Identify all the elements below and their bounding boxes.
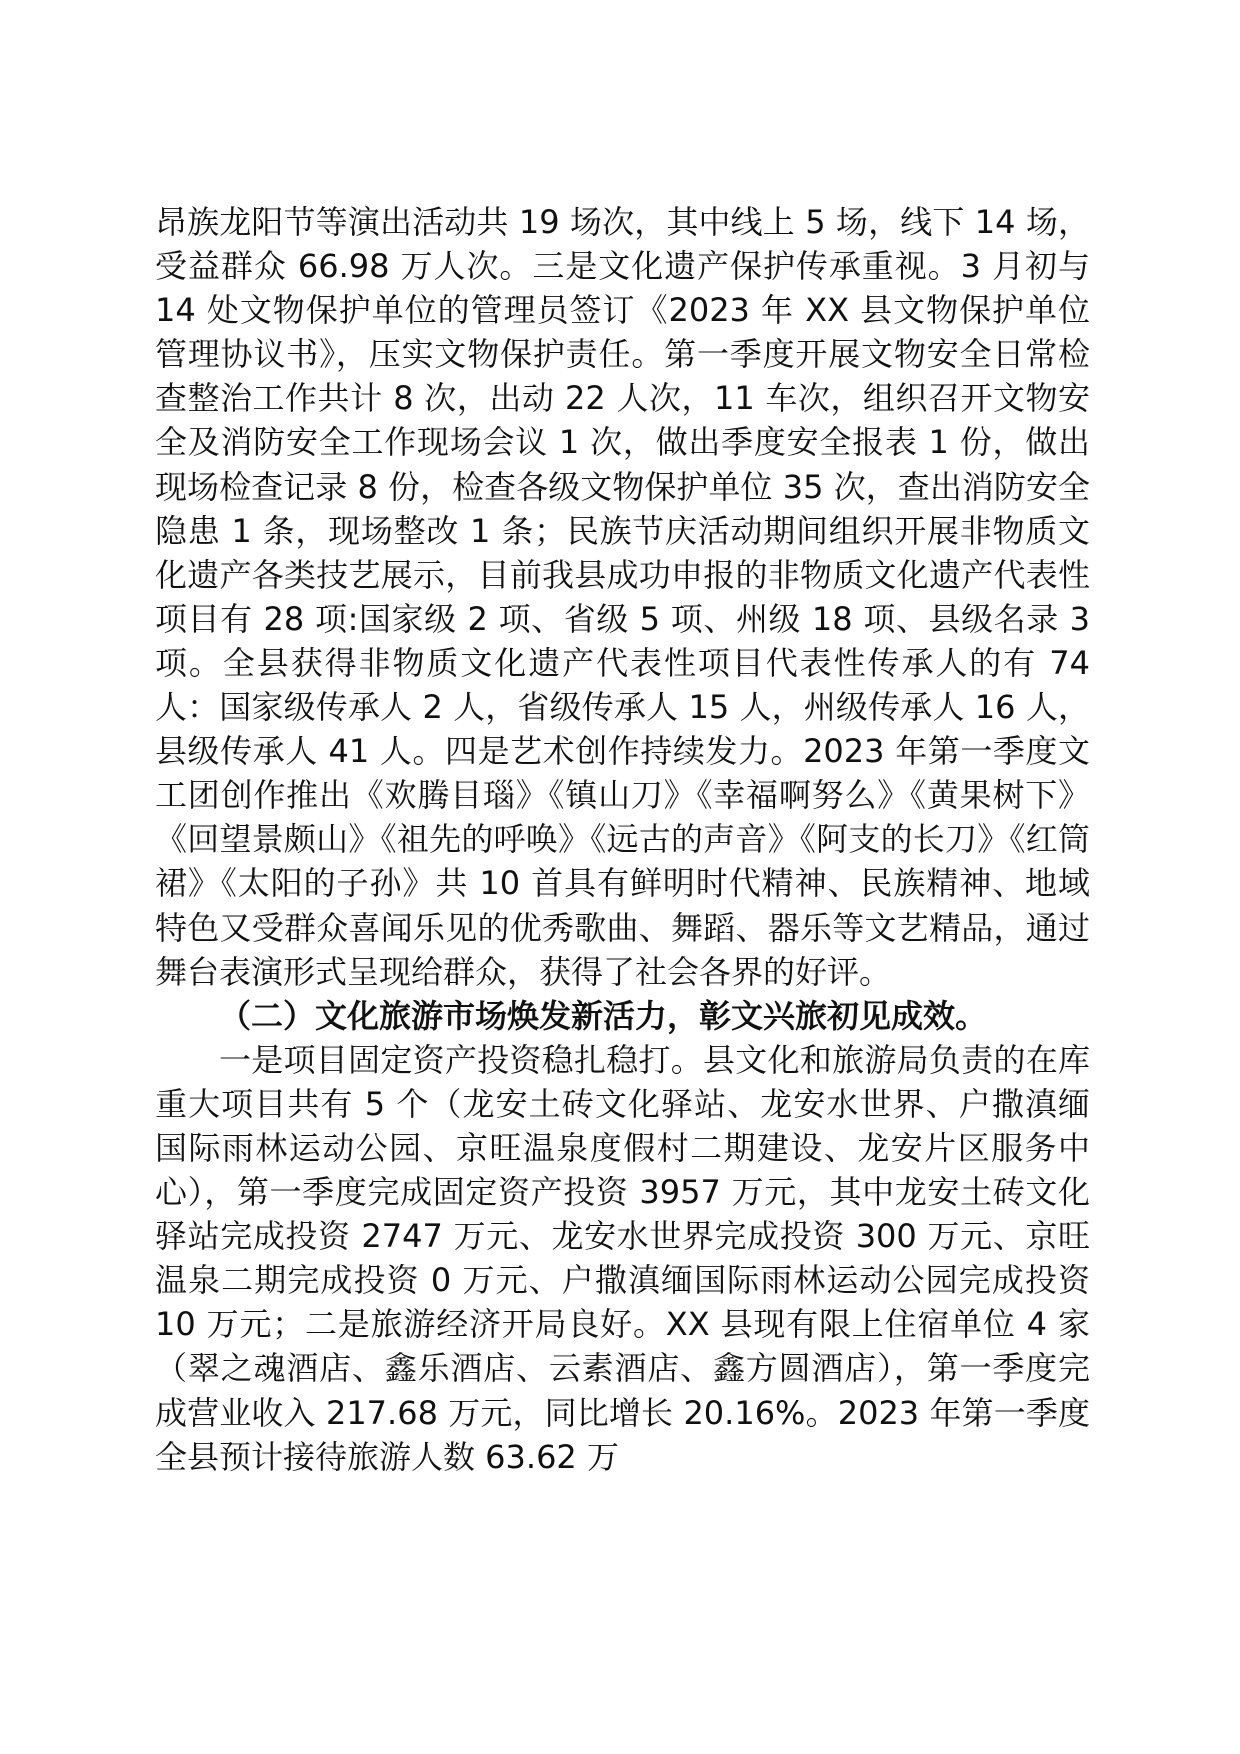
section-heading: （二）文化旅游市场焕发新活力，彰文兴旅初见成效。: [219, 996, 988, 1035]
document-body: [155, 200, 1090, 1479]
body-paragraph-continued: 昂族龙阳节等演出活动共 19 场次，其中线上 5 场，线下 14 场，受益群众 66.98 万人次。三是文化遗产保护传承重视。3 月初与 14 处文物保护单位的管理员签订《2023 年 XX 县文物保护单位管理协议书》，压实文物保护责任。第一季度开展文物安全日常检查整治工作共计 8 次，出动 22 人次，11 车次，组织召开文物安全及消防安全工作现场会议 1 次，做出季度安全报表 1 份，做出现场检查记录 8 份，检查各级文物保护单位 35 次，查出消防安全隐患 1 条，现场整改 1 条；民族节庆活动期间组织开展非物质文化遗产各类技艺展示，目前我县成功申报的非物质文化遗产代表性项目有 28 项:国家级 2 项、省级 5 项、州级 18 项、县级名录 3 项。全县获得非物质文化遗产代表性项目代表性传承人的有 74 人：国家级传承人 2 人，省级传承人 15 人，州级传承人 16 人，县级传承人 41 人。四是艺术创作持续发力。2023 年第一季度文工团创作推出《欢腾目瑙》《镇山刀》《幸福啊努么》《黄果树下》《回望景颇山》《祖先的呼唤》《远古的声音》《阿支的长刀》《红筒裙》《太阳的子孙》共 10 首具有鲜明时代精神、民族精神、地域特色又受群众喜闻乐见的优秀歌曲、舞蹈、器乐等文艺精品，通过舞台表演形式呈现给群众，获得了社会各界的好评。: [155, 203, 1090, 991]
body-paragraph: 一是项目固定资产投资稳扎稳打。县文化和旅游局负责的在库重大项目共有 5 个（龙安土砖文化驿站、龙安水世界、户撒滇缅国际雨林运动公园、京旺温泉度假村二期建设、龙安片区服务中心），第一季度完成固定资产投资 3957 万元，其中龙安土砖文化驿站完成投资 2747 万元、龙安水世界完成投资 300 万元、京旺温泉二期完成投资 0 万元、户撒滇缅国际雨林运动公园完成投资 10 万元；二是旅游经济开局良好。XX 县现有限上住宿单位 4 家（翠之魂酒店、鑫乐酒店、云素酒店、鑫方圆酒店），第一季度完成营业收入 217.68 万元，同比增长 20.16%。2023 年第一季度全县预计接待旅游人数 63.62 万: [155, 1040, 1090, 1476]
